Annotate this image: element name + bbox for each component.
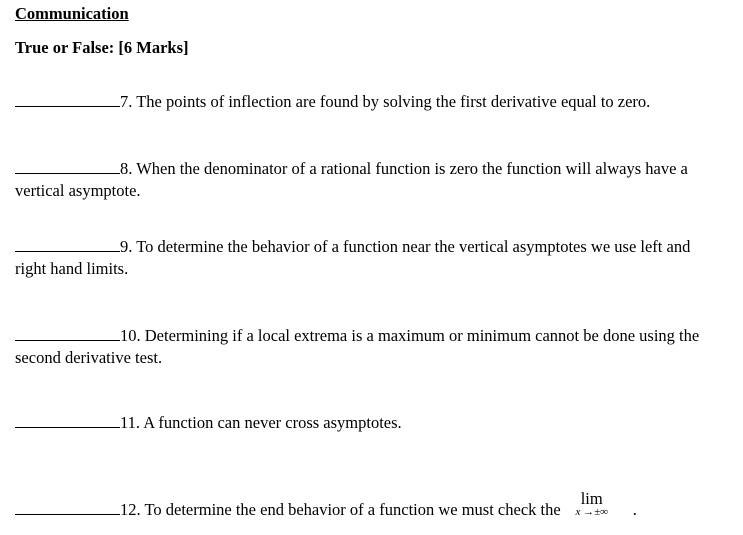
question-10-text: 10. Determining if a local extrema is a maximum or minimum cannot be done using the second derivative test. xyxy=(15,326,700,367)
answer-blank-8[interactable] xyxy=(15,158,120,174)
answer-blank-9[interactable] xyxy=(15,236,120,252)
answer-blank-12[interactable] xyxy=(15,499,120,515)
answer-blank-10[interactable] xyxy=(15,325,120,341)
section-title: Communication xyxy=(15,4,129,23)
true-false-heading: True or False: [6 Marks] xyxy=(15,38,189,57)
answer-blank-7[interactable] xyxy=(15,91,120,107)
question-10 xyxy=(15,325,720,368)
answer-blank-11[interactable] xyxy=(15,412,120,428)
question-9-text: 9. To determine the behavior of a function near the vertical asymptotes we use left and right hand limits. xyxy=(15,237,691,278)
limit-subscript: x →±∞ xyxy=(575,506,608,518)
question-12-text: 12. To determine the end behavior of a function we must check the xyxy=(120,500,561,519)
question-11 xyxy=(15,412,720,434)
question-8-text: 8. When the denominator of a rational function is zero the function will always have a vertical asymptote. xyxy=(15,159,688,200)
question-7-text: 7. The points of inflection are found by solving the first derivative equal to zero. xyxy=(120,92,651,111)
trailing-period: . xyxy=(632,500,637,519)
limit-expression xyxy=(569,490,615,517)
limit-word: lim xyxy=(580,489,603,508)
question-9 xyxy=(15,236,720,279)
question-11-text: 11. A function can never cross asymptotes. xyxy=(120,413,402,432)
question-8 xyxy=(15,158,720,201)
question-7 xyxy=(15,91,720,113)
question-12 xyxy=(15,490,720,521)
